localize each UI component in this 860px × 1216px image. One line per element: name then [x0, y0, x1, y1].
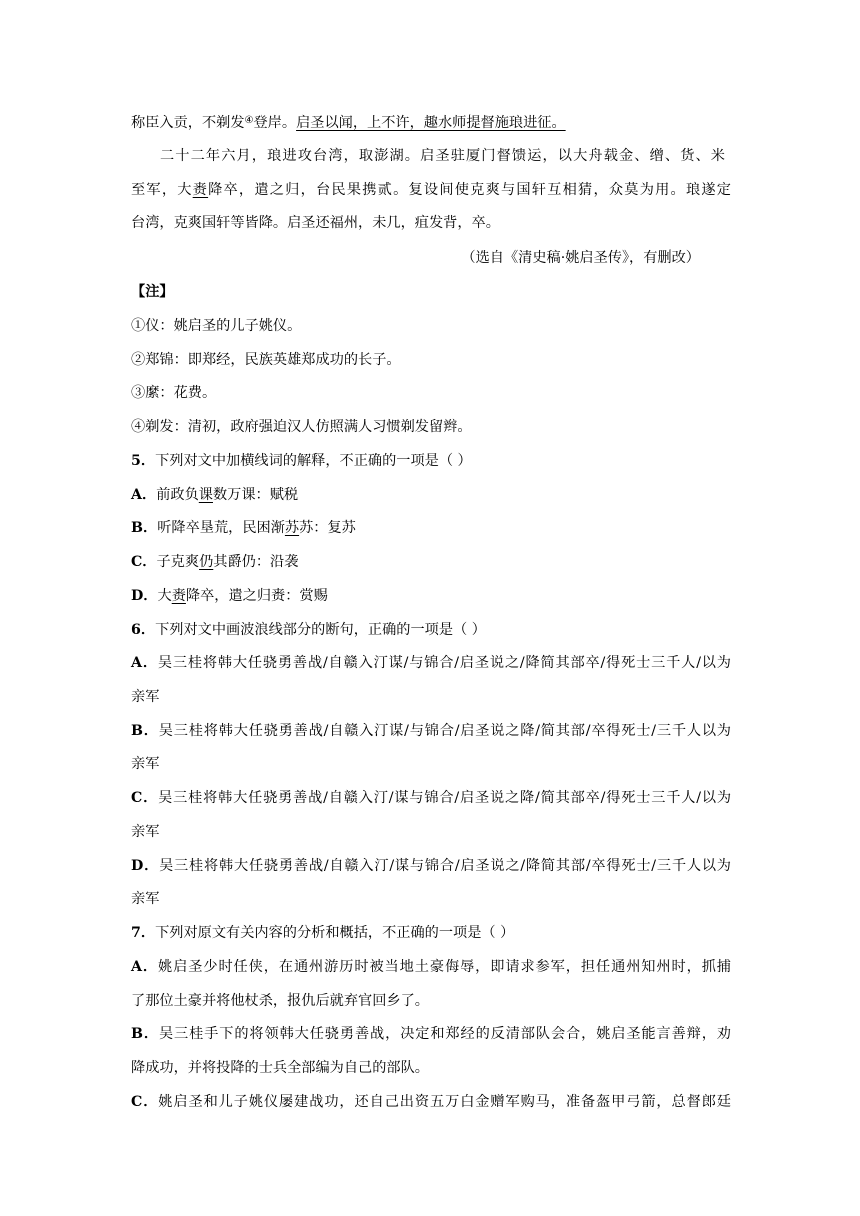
- marked-word: 苏: [284, 520, 300, 536]
- option-text: 大: [157, 588, 172, 604]
- passage-line: [131, 180, 731, 200]
- option-text: 苏：复苏: [299, 520, 356, 536]
- underlined-sentence: 启圣以闻，上不许，趣水师提督施琅进征。: [296, 115, 566, 131]
- option-text: 其爵仍：沿袭: [213, 554, 299, 570]
- question-5-stem: [131, 451, 731, 471]
- q7-option-b: [131, 1024, 731, 1044]
- passage-text: 至军，大: [131, 182, 193, 198]
- option-text: 降卒，遣之归赉：赏赐: [185, 588, 328, 604]
- question-7-stem: [131, 923, 731, 943]
- option-label: B．: [131, 1026, 159, 1042]
- option-text: 吴三桂将韩大任骁勇善战/自赣入汀谋/与锦合/启圣说之降/简其部/卒得死士/三千人以为: [158, 723, 731, 739]
- question-text: 下列对文中画波浪线部分的断句，正确的一项是（ ）: [155, 622, 486, 638]
- passage-text: 降卒，遣之归，台民果携贰。复设间使克爽与国轩互相猜，众莫为用。琅遂定: [208, 182, 731, 198]
- option-label: C．: [131, 554, 157, 570]
- source-citation: （选自《清史稿·姚启圣传》，有删改）: [461, 250, 700, 266]
- marked-word: 仍: [199, 554, 214, 570]
- passage-line: 二十二年六月，琅进攻台湾，取澎湖。启圣驻厦门督馈运，以大舟载金、缯、货、米: [160, 148, 725, 164]
- option-label: B．: [131, 723, 159, 739]
- passage-text: 登岸。: [253, 115, 297, 131]
- question-6-stem: [131, 620, 731, 640]
- marked-word: 课: [198, 487, 213, 503]
- option-label: B．: [131, 520, 158, 536]
- option-text: 吴三桂将韩大任骁勇善战/自赣入汀/谋与锦合/启圣说之/降简其部/卒得死士/三千人以为: [159, 858, 731, 874]
- q7-option-b-cont: 降成功，并将投降的士兵全部编为自己的部队。: [131, 1060, 429, 1076]
- passage-line: 台湾，克爽国轩等皆降。启圣还福州，未几，疽发背，卒。: [131, 215, 500, 231]
- q6-option-d: [131, 856, 731, 876]
- question-number: 7．: [131, 925, 156, 941]
- option-label: C．: [131, 1094, 159, 1110]
- note-item: ④剃发：清初，政府强迫汉人仿照满人习惯剃发留辫。: [131, 419, 472, 435]
- note-item: ①仪：姚启圣的儿子姚仪。: [131, 318, 302, 334]
- option-label: A．: [131, 655, 158, 671]
- question-text: 下列对原文有关内容的分析和概括，不正确的一项是（ ）: [155, 925, 515, 941]
- option-label: D．: [131, 858, 160, 874]
- option-text: 数万课：赋税: [212, 487, 299, 503]
- option-text: 姚启圣少时任侠，在通州游历时被当地土豪侮辱，即请求参军，担任通州知州时，抓捕: [158, 959, 731, 975]
- q5-option-a: [131, 485, 731, 505]
- q6-option-c: [131, 788, 731, 808]
- q6-option-a-cont: 亲军: [131, 689, 160, 705]
- q5-option-d: [131, 586, 731, 606]
- q6-option-b-cont: 亲军: [131, 756, 160, 772]
- passage-text: 称臣入贡，不剃发: [131, 115, 245, 131]
- option-text: 子克爽: [156, 554, 200, 570]
- question-text: 下列对文中加横线词的解释，不正确的一项是（ ）: [155, 453, 472, 469]
- passage-line: [131, 111, 731, 131]
- option-text: 吴三桂手下的将领韩大任骁勇善战，决定和郑经的反清部队会合，姚启圣能言善辩，劝: [158, 1026, 731, 1042]
- q6-option-a: [131, 653, 731, 673]
- question-number: 6．: [131, 622, 156, 638]
- note-marker: ④: [244, 115, 254, 126]
- option-label: D．: [131, 588, 158, 604]
- option-text: 听降卒垦荒，民困渐: [157, 520, 285, 536]
- q7-option-a: [131, 957, 731, 977]
- option-text: 吴三桂将韩大任骁勇善战/自赣入汀/谋与锦合/启圣说之降/简其部卒/得死士三千人/以为: [158, 790, 732, 806]
- q7-option-a-cont: 了那位土豪并将他杖杀，报仇后就弃官回乡了。: [131, 993, 429, 1009]
- marked-word: 赉: [192, 182, 209, 198]
- q6-option-c-cont: 亲军: [131, 824, 160, 840]
- option-label: A．: [131, 959, 159, 975]
- note-item: ②郑锦：即郑经，民族英雄郑成功的长子。: [131, 352, 401, 368]
- q5-option-b: [131, 518, 731, 538]
- option-label: C．: [131, 790, 159, 806]
- option-text: 姚启圣和儿子姚仪屡建战功，还自己出资五万白金赠军购马，准备盔甲弓箭，总督郎廷: [158, 1094, 731, 1110]
- option-text: 吴三桂将韩大任骁勇善战/自赣入汀谋/与锦合/启圣说之/降简其部卒/得死士三千人/以为: [157, 655, 731, 671]
- note-item: ③縻：花费。: [131, 385, 217, 401]
- notes-heading: 【注】: [131, 284, 174, 300]
- q6-option-d-cont: 亲军: [131, 891, 160, 907]
- question-number: 5．: [131, 453, 156, 469]
- option-text: 前政负: [156, 487, 199, 503]
- marked-word: 赉: [171, 588, 186, 604]
- q5-option-c: [131, 552, 731, 572]
- option-label: A．: [131, 487, 157, 503]
- q7-option-c: [131, 1092, 731, 1112]
- q6-option-b: [131, 721, 731, 741]
